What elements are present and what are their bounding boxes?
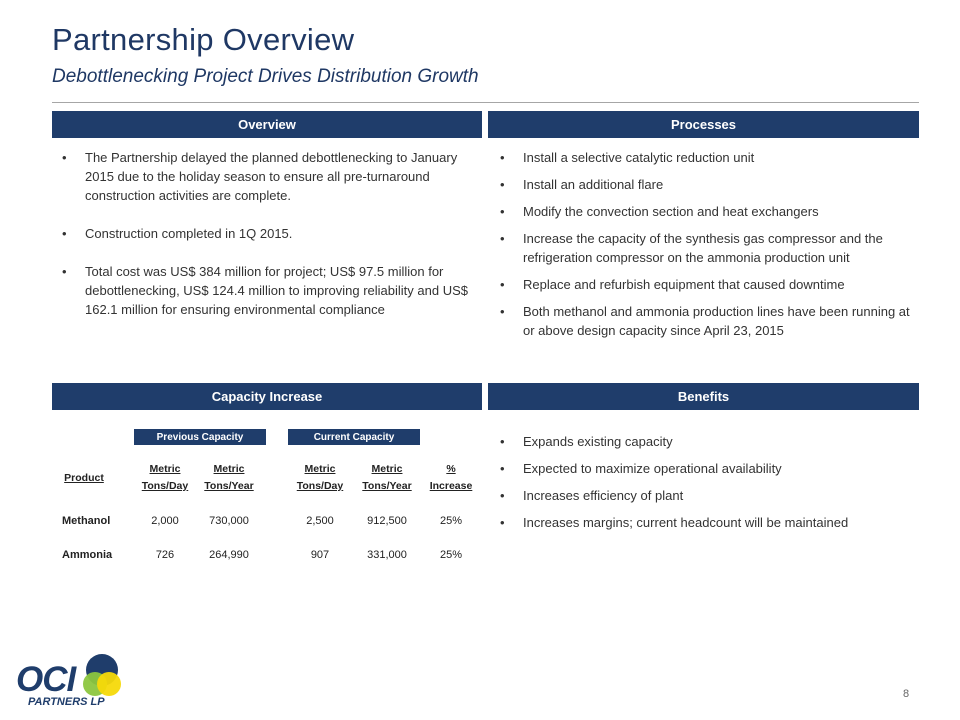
- list-item: • Install an additional flare: [494, 175, 916, 194]
- col-header-prev-day: Metric Tons/Day: [141, 463, 189, 492]
- list-item: • Total cost was US$ 384 million for project; US$ 97.5 million for debottlenecking, US$ 124.4 million to improving reliability and US$ 162.1 million for ensuring environmental compliance: [56, 262, 480, 319]
- list-item: • Expands existing capacity: [494, 432, 916, 451]
- table-cell-product: Methanol: [62, 515, 111, 527]
- capacity-heading: Capacity Increase: [52, 383, 482, 410]
- table-cell: 2,500: [306, 515, 334, 527]
- list-item: • Install a selective catalytic reduction unit: [494, 148, 916, 167]
- benefits-list: [494, 432, 916, 532]
- page-subtitle: Debottlenecking Project Drives Distribution Growth: [52, 66, 479, 87]
- processes-heading: Processes: [488, 111, 919, 138]
- table-cell: 730,000: [209, 515, 249, 527]
- list-item: • Construction completed in 1Q 2015.: [56, 224, 480, 243]
- company-logo: [16, 652, 126, 712]
- col-header-product: Product: [64, 472, 104, 484]
- list-item: • Modify the convection section and heat exchangers: [494, 202, 916, 221]
- logo-subtext: PARTNERS LP: [28, 696, 105, 708]
- current-capacity-header: Current Capacity: [288, 429, 420, 445]
- previous-capacity-header: Previous Capacity: [134, 429, 266, 445]
- header-divider: [52, 102, 919, 103]
- logo-text: OCI: [16, 660, 76, 699]
- list-item: • Both methanol and ammonia production lines have been running at or above design capacity since April 23, 2015: [494, 302, 916, 340]
- list-item: • Replace and refurbish equipment that caused downtime: [494, 275, 916, 294]
- col-header-cur-day: Metric Tons/Day: [296, 463, 344, 492]
- page-number: 8: [903, 688, 910, 700]
- table-cell: 25%: [439, 549, 463, 561]
- overview-list: [56, 148, 480, 319]
- list-item: • Expected to maximize operational availability: [494, 459, 916, 478]
- table-cell: 912,500: [367, 515, 407, 527]
- table-cell-product: Ammonia: [62, 549, 113, 561]
- list-item: • Increases margins; current headcount will be maintained: [494, 513, 916, 532]
- col-header-pct: % Increase: [429, 463, 473, 492]
- table-cell: 726: [155, 549, 175, 561]
- list-item: • The Partnership delayed the planned debottlenecking to January 2015 due to the holiday season to ensure all pre-turnaround construction activities are complete.: [56, 148, 480, 205]
- list-item: • Increases efficiency of plant: [494, 486, 916, 505]
- benefits-heading: Benefits: [488, 383, 919, 410]
- table-cell: 907: [310, 549, 330, 561]
- processes-list: [494, 148, 916, 340]
- overview-heading: Overview: [52, 111, 482, 138]
- page-title: Partnership Overview: [52, 22, 355, 57]
- table-cell: 264,990: [209, 549, 249, 561]
- table-cell: 331,000: [367, 549, 407, 561]
- col-header-cur-year: Metric Tons/Year: [362, 463, 412, 492]
- table-cell: 25%: [439, 515, 463, 527]
- list-item: • Increase the capacity of the synthesis gas compressor and the refrigeration compressor on the ammonia production unit: [494, 229, 916, 267]
- table-cell: 2,000: [151, 515, 179, 527]
- col-header-prev-year: Metric Tons/Year: [204, 463, 254, 492]
